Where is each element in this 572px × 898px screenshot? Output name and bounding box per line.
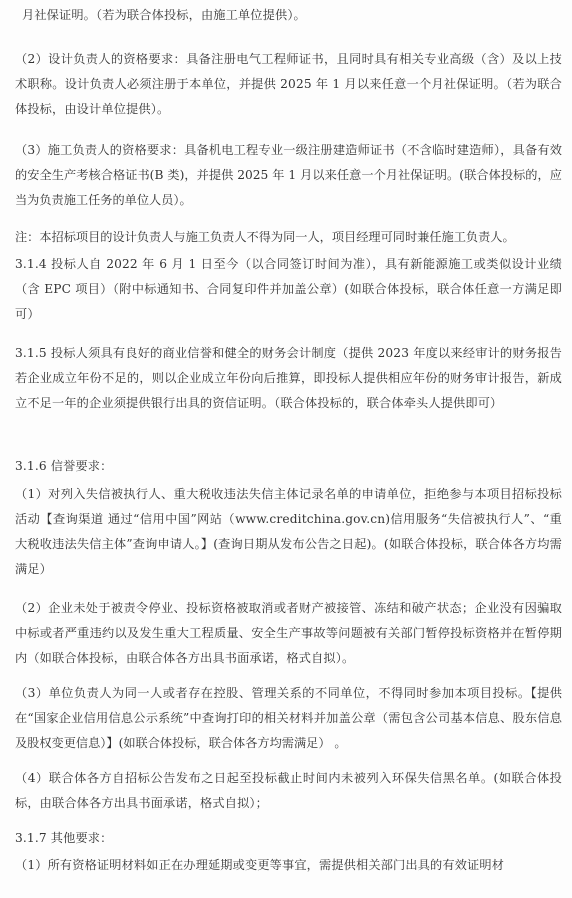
paragraph-3-1-4-performance: 3.1.4 投标人自 2022 年 6 月 1 日至今（以合同签订时间为准），具有新能源施工或类似设计业绩（含 EPC 项目）（附中标通知书、合同复印件并加盖公章）(如联合体投标，联合体任意一方满足即可） — [15, 257, 562, 321]
paragraph-note-same-person: 注：本招标项目的设计负责人与施工负责人不得为同一人，项目经理可同时兼任施工负责人。 — [15, 230, 515, 244]
paragraph-credit-item-4: （4）联合体各方自招标公告发布之日起至投标截止时间内未被列入环保失信黑名单。(如联合体投标，由联合体各方出具书面承诺，格式自拟）； — [15, 771, 562, 810]
paragraph-credit-item-2: （2）企业未处于被责令停业、投标资格被取消或者财产被接管、冻结和破产状态；企业没有因骗取中标或者严重违约以及发生重大工程质量、安全生产事故等问题被有关部门暂停投标资格并在暂停期内（如联合体投标，由联合体各方出具书面承诺，格式自拟）。 — [15, 601, 562, 665]
paragraph-credit-item-3: （3）单位负责人为同一人或者存在控股、管理关系的不同单位，不得同时参加本项目投标。【提供在“国家企业信用信息公示系统”中查询打印的相关材料并加盖公章（需包含公司基本信息、股东信息及股权变更信息）】(如联合体投标，联合体各方均需满足） 。 — [15, 686, 562, 750]
paragraph-design-lead-requirements: （2）设计负责人的资格要求：具备注册电气工程师证书，且同时具有相关专业高级（含）及以上技术职称。设计负责人必须注册于本单位，并提供 2025 年 1 月以来任意一个月社保证明。（若为联合体投标，由设计单位提供）。 — [15, 52, 562, 116]
paragraph-other-item-1: （1）所有资格证明材料如正在办理延期或变更等事宜，需提供相关部门出具的有效证明材 — [15, 858, 505, 872]
heading-3-1-6-credit: 3.1.6 信誉要求： — [15, 459, 113, 473]
paragraph-construction-lead-requirements: （3）施工负责人的资格要求：具备机电工程专业一级注册建造师证书（不含临时建造师），具备有效的安全生产考核合格证书(B 类)，并提供 2025 年 1 月以来任意一个月社保证明。(联合体投标的，应当为负责施工任务的单位人员）。 — [15, 143, 562, 207]
heading-3-1-7-other: 3.1.7 其他要求： — [15, 831, 113, 845]
paragraph-social-security-note: 月社保证明。（若为联合体投标，由施工单位提供）。 — [22, 8, 306, 22]
paragraph-3-1-5-financial: 3.1.5 投标人须具有良好的商业信誉和健全的财务会计制度（提供 2023 年度以来经审计的财务报告 若企业成立年份不足的，则以企业成立年份向后推算，即投标人提供相应年份的财务审计报告，新成立不足一年的企业须提供银行出具的资信证明。（联合体投标的，联合体牵头人提供即可） — [15, 346, 562, 410]
paragraph-credit-item-1: （1）对列入失信被执行人、重大税收违法失信主体记录名单的申请单位，拒绝参与本项目招标投标活动【查询渠道 通过“信用中国”网站（www.creditchina.gov.cn)信用服务“失信被执行人”、“重大税收违法失信主体”查询申请人。】(查询日期从发布公告之日起)。(如联合体投标，联合体各方均需满足） — [15, 487, 562, 576]
